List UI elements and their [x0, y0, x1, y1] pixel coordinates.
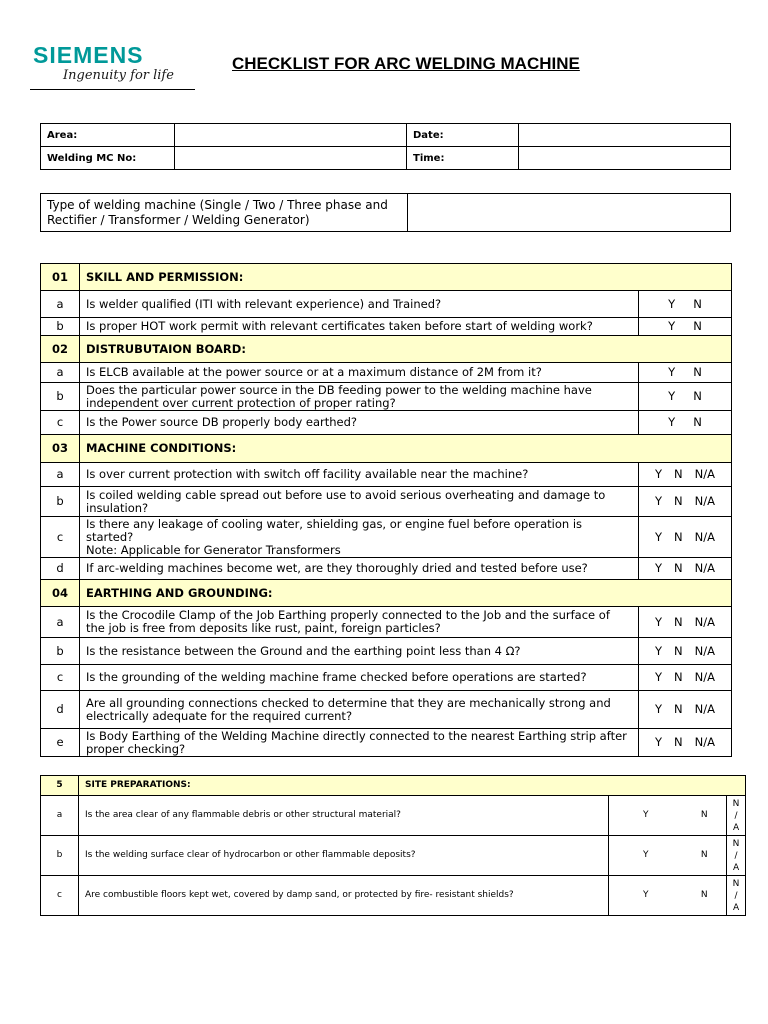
answer-yes[interactable]: Y: [655, 670, 663, 684]
section-title: SITE PREPARATIONS:: [79, 776, 746, 796]
answer-na[interactable]: N/A: [694, 529, 715, 544]
item-label: b: [41, 383, 80, 411]
item-label: b: [41, 638, 80, 665]
item-label: a: [41, 607, 80, 638]
question-text: Is the area clear of any flammable debris or other structural material?: [79, 796, 609, 836]
answer-na[interactable]: N/A: [694, 670, 715, 684]
answer-no[interactable]: N: [674, 735, 683, 749]
section-number: 01: [41, 264, 80, 291]
item-label: c: [41, 411, 80, 435]
answer-cell[interactable]: [639, 487, 732, 517]
logo-tagline: Ingenuity for life: [63, 68, 174, 83]
answer-no[interactable]: N: [683, 796, 727, 836]
answer-no[interactable]: N: [683, 836, 727, 876]
section-title: EARTHING AND GROUNDING:: [80, 580, 732, 607]
question-text: Does the particular power source in the DB feeding power to the welding machine have independent over current protection of proper rating?: [80, 383, 639, 411]
answer-cell[interactable]: [639, 558, 732, 580]
answer-no[interactable]: N: [674, 670, 683, 684]
answer-yes[interactable]: Y: [655, 561, 663, 575]
item-label: d: [41, 691, 80, 729]
checklist-table: [40, 263, 732, 757]
siemens-logo: [33, 44, 199, 92]
date-label: Date:: [407, 124, 519, 147]
question-text: Are all grounding connections checked to determine that they are mechanically strong and electrically adequate for the required current?: [80, 691, 639, 729]
answer-na[interactable]: N/A: [694, 614, 715, 629]
answer-no[interactable]: N: [674, 614, 683, 629]
answer-na[interactable]: N/A: [694, 702, 715, 716]
answer-no[interactable]: N: [674, 529, 683, 544]
answer-no[interactable]: N: [693, 365, 702, 379]
answer-na[interactable]: N/A: [694, 467, 715, 481]
answer-na[interactable]: N / A: [727, 796, 746, 836]
question-text: Is over current protection with switch off facility available near the machine?: [80, 463, 639, 487]
question-text: If arc-welding machines become wet, are they thoroughly dried and tested before use?: [80, 558, 639, 580]
answer-na[interactable]: N/A: [694, 643, 715, 658]
section-number: 03: [41, 435, 80, 463]
section-number: 5: [41, 776, 79, 796]
answer-na[interactable]: N/A: [694, 735, 715, 749]
answer-no[interactable]: N: [674, 643, 683, 658]
answer-no[interactable]: N: [693, 319, 702, 333]
answer-yes[interactable]: Y: [668, 319, 676, 333]
question-text: Is the Crocodile Clamp of the Job Earthing properly connected to the Job and the surface of the job is free from deposits like rust, paint, foreign particles?: [80, 607, 639, 638]
answer-cell[interactable]: [639, 607, 732, 638]
item-label: b: [41, 836, 79, 876]
machine-type-table: [40, 193, 731, 232]
answer-no[interactable]: N: [693, 389, 702, 403]
answer-cell[interactable]: [639, 383, 732, 411]
answer-na[interactable]: N/A: [694, 494, 715, 508]
question-text: Is the grounding of the welding machine frame checked before operations are started?: [80, 665, 639, 691]
answer-cell[interactable]: [639, 638, 732, 665]
answer-yes[interactable]: Y: [668, 365, 676, 379]
answer-cell[interactable]: [639, 318, 732, 336]
answer-cell[interactable]: [639, 665, 732, 691]
item-label: c: [41, 876, 79, 916]
answer-cell[interactable]: [639, 691, 732, 729]
area-label: Area:: [41, 124, 175, 147]
question-text: Are combustible floors kept wet, covered by damp sand, or protected by fire- resistant shields?: [79, 876, 609, 916]
item-label: c: [41, 665, 80, 691]
section-title: MACHINE CONDITIONS:: [80, 435, 732, 463]
question-text: Is Body Earthing of the Welding Machine directly connected to the nearest Earthing strip after proper checking?: [80, 729, 639, 757]
answer-cell[interactable]: [639, 291, 732, 318]
document-title: CHECKLIST FOR ARC WELDING MACHINE: [232, 54, 580, 73]
info-table: [40, 123, 731, 170]
machine-type-label: Type of welding machine (Single / Two / Three phase and Rectifier / Transformer / Welding Generator): [41, 194, 408, 232]
question-text: Is the resistance between the Ground and the earthing point less than 4 Ω?: [80, 638, 639, 665]
answer-yes[interactable]: Y: [655, 643, 663, 658]
answer-yes[interactable]: Y: [655, 702, 663, 716]
answer-na[interactable]: N/A: [694, 561, 715, 575]
answer-cell[interactable]: [639, 463, 732, 487]
answer-yes[interactable]: Y: [655, 614, 663, 629]
answer-yes[interactable]: Y: [655, 735, 663, 749]
item-label: b: [41, 318, 80, 336]
question-text: Is the Power source DB properly body earthed?: [80, 411, 639, 435]
answer-yes[interactable]: Y: [655, 494, 663, 508]
answer-no[interactable]: N: [683, 876, 727, 916]
answer-yes[interactable]: Y: [609, 876, 683, 916]
question-text: Is coiled welding cable spread out before use to avoid serious overheating and damage to insulation?: [80, 487, 639, 517]
welding-mc-field[interactable]: [175, 147, 407, 170]
item-label: a: [41, 796, 79, 836]
logo-underline: [30, 89, 195, 90]
answer-yes[interactable]: Y: [655, 529, 663, 544]
question-text: Is ELCB available at the power source or at a maximum distance of 2M from it?: [80, 363, 639, 383]
item-label: e: [41, 729, 80, 757]
item-label: c: [41, 517, 80, 558]
item-label: a: [41, 463, 80, 487]
item-label: b: [41, 487, 80, 517]
answer-yes[interactable]: Y: [668, 296, 676, 311]
question-text: [80, 517, 639, 558]
time-field[interactable]: [519, 147, 731, 170]
site-preparations-table: [40, 775, 746, 916]
item-label: a: [41, 291, 80, 318]
question-note: Note: Applicable for Generator Transformers: [86, 542, 341, 557]
time-label: Time:: [407, 147, 519, 170]
answer-cell[interactable]: [639, 517, 732, 558]
answer-cell[interactable]: [639, 411, 732, 435]
answer-no[interactable]: N: [674, 561, 683, 575]
answer-yes[interactable]: Y: [655, 467, 663, 481]
answer-no[interactable]: N: [674, 494, 683, 508]
item-label: d: [41, 558, 80, 580]
machine-type-field[interactable]: [408, 194, 731, 232]
answer-yes[interactable]: Y: [609, 796, 683, 836]
section-title: DISTRUBUTAION BOARD:: [80, 336, 732, 363]
answer-yes[interactable]: Y: [668, 389, 676, 403]
answer-na[interactable]: N / A: [727, 876, 746, 916]
answer-no[interactable]: N: [693, 415, 702, 429]
area-field[interactable]: [175, 124, 407, 147]
answer-cell[interactable]: [639, 363, 732, 383]
question-main: Is there any leakage of cooling water, shielding gas, or engine fuel before operation is started?: [86, 516, 583, 544]
logo-name: SIEMENS: [33, 42, 144, 68]
answer-na[interactable]: N / A: [727, 836, 746, 876]
question-text: Is proper HOT work permit with relevant certificates taken before start of welding work?: [80, 318, 639, 336]
date-field[interactable]: [519, 124, 731, 147]
question-text: Is the welding surface clear of hydrocarbon or other flammable deposits?: [79, 836, 609, 876]
section-number: 04: [41, 580, 80, 607]
answer-no[interactable]: N: [693, 296, 702, 311]
answer-no[interactable]: N: [674, 702, 683, 716]
answer-yes[interactable]: Y: [609, 836, 683, 876]
welding-mc-label: Welding MC No:: [41, 147, 175, 170]
item-label: a: [41, 363, 80, 383]
section-title: SKILL AND PERMISSION:: [80, 264, 732, 291]
answer-cell[interactable]: [639, 729, 732, 757]
answer-yes[interactable]: Y: [668, 415, 676, 429]
answer-no[interactable]: N: [674, 467, 683, 481]
section-number: 02: [41, 336, 80, 363]
question-text: Is welder qualified (ITI with relevant experience) and Trained?: [80, 291, 639, 318]
